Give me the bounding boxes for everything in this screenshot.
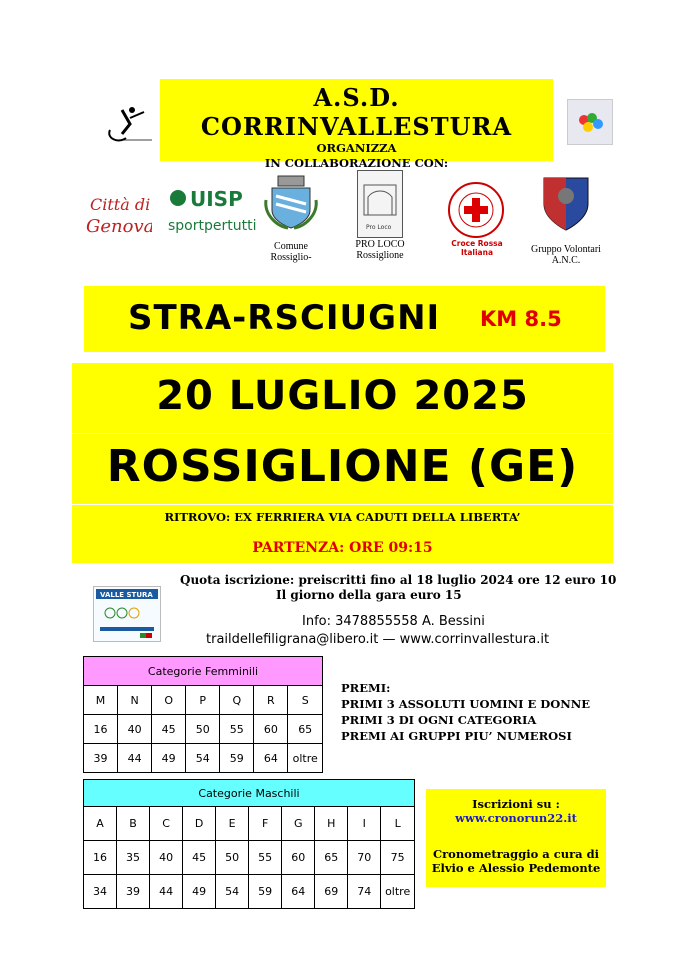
table-cell: 54	[186, 744, 220, 773]
uisp-name: UISP	[190, 187, 243, 211]
table-cell: 60	[282, 841, 315, 875]
svg-text:Genova: Genova	[86, 216, 152, 237]
timing-line-1: Cronometraggio a cura di	[432, 847, 600, 861]
table-cell: M	[84, 686, 118, 715]
table-cell: E	[216, 807, 249, 841]
registration-link[interactable]: www.cronorun22.it	[455, 811, 577, 825]
prize-item: PREMI AI GRUPPI PIU’ NUMEROSI	[341, 729, 572, 743]
anc-caption: Gruppo Volontari	[531, 244, 601, 255]
runner-logo-icon	[100, 100, 156, 148]
registration-box	[426, 789, 606, 887]
valle-stura-caption: VALLE STURA	[100, 591, 153, 599]
uisp-logo	[168, 184, 257, 240]
registration-label: Iscrizioni su :	[472, 797, 560, 811]
table-cell: D	[183, 807, 216, 841]
croce-caption: Croce Rossa Italiana	[451, 239, 503, 257]
table-cell: N	[118, 686, 152, 715]
table-cell: 45	[152, 715, 186, 744]
table-cell: R	[254, 686, 288, 715]
table-cell: S	[288, 686, 323, 715]
table-cell: 45	[183, 841, 216, 875]
table-cell: 39	[84, 744, 118, 773]
event-date: 20 LUGLIO 2025	[156, 373, 529, 419]
table-cell: 44	[150, 875, 183, 909]
table-cell: H	[315, 807, 348, 841]
table-cell: 64	[254, 744, 288, 773]
svg-text:Pro Loco: Pro Loco	[366, 224, 392, 231]
table-cell: 16	[84, 841, 117, 875]
anc-caption-2: A.N.C.	[551, 255, 581, 266]
table-cell: O	[152, 686, 186, 715]
croce-rossa-icon	[446, 180, 506, 240]
table-cell: 34	[84, 875, 117, 909]
fee-race-day: Il giorno della gara euro 15	[276, 588, 462, 602]
svg-text:Città di: Città di	[90, 195, 151, 214]
table-cell: F	[249, 807, 282, 841]
prize-item: PRIMI 3 ASSOLUTI UOMINI E DONNE	[341, 697, 591, 711]
table-cell: P	[186, 686, 220, 715]
anc-shield-icon	[540, 174, 592, 232]
prizes-section	[341, 680, 590, 744]
prize-item: PRIMI 3 DI OGNI CATEGORIA	[341, 713, 537, 727]
table-cell: 16	[84, 715, 118, 744]
proloco-logo-icon	[357, 170, 403, 238]
table-cell: oltre	[381, 875, 415, 909]
table-cell: I	[348, 807, 381, 841]
table-cell: 39	[117, 875, 150, 909]
start-time: PARTENZA: ORE 09:15	[252, 540, 433, 556]
valle-stura-logo	[93, 586, 161, 642]
comune-caption: Comune	[274, 241, 308, 252]
table-cell: 70	[348, 841, 381, 875]
female-categories-table	[83, 656, 323, 773]
fee-preregistered: Quota iscrizione: preiscritti fino al 18 luglio 2024 ore 12 euro 10	[180, 573, 617, 587]
table-cell: 64	[282, 875, 315, 909]
header-box	[160, 79, 553, 170]
citta-genova-logo	[84, 188, 152, 240]
event-distance: KM 8.5	[480, 307, 562, 331]
meeting-point: RITROVO: EX FERRIERA VIA CADUTI DELLA LIBERTA’	[164, 510, 521, 524]
table-cell: 35	[117, 841, 150, 875]
table-cell: 44	[118, 744, 152, 773]
collaborazione-label: IN COLLABORAZIONE CON:	[264, 156, 449, 170]
organizza-label: ORGANIZZA	[316, 141, 397, 155]
table-cell: 55	[249, 841, 282, 875]
info-contacts: traildellefiligrana@libero.it — www.corrinvallestura.it	[206, 632, 550, 647]
event-place: ROSSIGLIONE (GE)	[106, 441, 579, 492]
table-cell: 40	[118, 715, 152, 744]
table-cell: 75	[381, 841, 415, 875]
male-table-title: Categorie Maschili	[84, 780, 415, 807]
proloco-caption-2: Rossiglione	[356, 250, 404, 261]
table-cell: 50	[186, 715, 220, 744]
org-name: A.S.D. CORRINVALLESTURA	[200, 83, 513, 141]
female-table-title: Categorie Femminili	[84, 657, 323, 686]
proloco-caption: PRO LOCO	[355, 239, 405, 250]
male-categories-table	[83, 779, 415, 909]
table-cell: 65	[315, 841, 348, 875]
table-cell: A	[84, 807, 117, 841]
table-cell: 59	[249, 875, 282, 909]
comune-caption-2: Rossiglio-	[270, 252, 312, 263]
table-cell: 60	[254, 715, 288, 744]
table-cell: L	[381, 807, 415, 841]
table-cell: 55	[220, 715, 254, 744]
table-cell: 59	[220, 744, 254, 773]
table-cell: 74	[348, 875, 381, 909]
info-phone: Info: 3478855558 A. Bessini	[302, 614, 485, 629]
event-name: STRA-RSCIUGNI	[128, 298, 441, 338]
table-cell: 69	[315, 875, 348, 909]
table-cell: C	[150, 807, 183, 841]
comune-crest-icon	[262, 170, 320, 230]
table-cell: 50	[216, 841, 249, 875]
table-cell: oltre	[288, 744, 323, 773]
table-cell: 49	[183, 875, 216, 909]
table-cell: 49	[152, 744, 186, 773]
table-cell: 40	[150, 841, 183, 875]
table-cell: Q	[220, 686, 254, 715]
table-cell: 54	[216, 875, 249, 909]
partner-logo-icon	[567, 99, 613, 145]
table-cell: B	[117, 807, 150, 841]
timing-line-2: Elvio e Alessio Pedemonte	[431, 861, 601, 875]
table-cell: G	[282, 807, 315, 841]
prizes-title: PREMI:	[341, 681, 391, 695]
table-cell: 65	[288, 715, 323, 744]
uisp-tag: sportpertutti	[168, 218, 257, 234]
